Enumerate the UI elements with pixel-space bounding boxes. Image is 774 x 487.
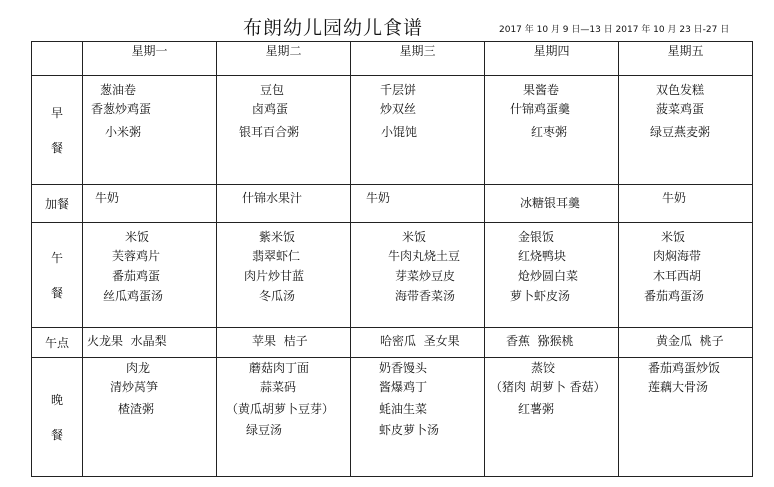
dish: 丝瓜鸡蛋汤 xyxy=(103,289,164,303)
menu-cell xyxy=(217,358,351,477)
menu-cell xyxy=(83,223,217,328)
dish: 香葱炒鸡蛋 xyxy=(91,102,152,116)
dish: 翡翠虾仁 xyxy=(252,249,301,263)
dish: 冰糖银耳羹 xyxy=(520,196,581,210)
dish: 莲藕大骨汤 xyxy=(648,380,709,394)
menu-cell xyxy=(83,328,217,358)
dish: 蘑菇肉丁面 xyxy=(249,361,310,375)
dish: 米饭 xyxy=(661,230,686,244)
date-range: 2017 年 10 月 9 日—13 日 2017 年 10 月 23 日-27 日 xyxy=(499,25,730,35)
menu-cell xyxy=(83,358,217,477)
day-header: 星期一 xyxy=(83,42,217,76)
menu-cell xyxy=(485,223,619,328)
menu-cell xyxy=(217,223,351,328)
menu-cell xyxy=(351,223,485,328)
day-header: 星期四 xyxy=(485,42,619,76)
dish: 牛奶 xyxy=(366,191,391,205)
dish: 炝炒圆白菜 xyxy=(518,269,579,283)
dish: 蚝油生菜 xyxy=(379,402,428,416)
dish: 奶香馒头 xyxy=(379,361,428,375)
meal-label-breakfast xyxy=(32,76,83,185)
dish: 肉龙 xyxy=(126,361,151,375)
menu-cell xyxy=(485,185,619,223)
menu-cell xyxy=(619,223,753,328)
dish: 牛肉丸烧土豆 xyxy=(388,249,461,263)
dish: 金银饭 xyxy=(518,230,555,244)
breakfast-row xyxy=(32,76,753,185)
dish: 哈密瓜 圣女果 xyxy=(380,334,460,348)
dish: 番茄鸡蛋 xyxy=(112,269,161,283)
meal-label-afternoon: 午点 xyxy=(32,328,83,358)
dish: 黄金瓜 桃子 xyxy=(656,334,724,348)
meal-label-snack: 加餐 xyxy=(32,185,83,223)
dish: 清炒莴笋 xyxy=(110,380,159,394)
dish: 紫米饭 xyxy=(259,230,296,244)
dinner-row xyxy=(32,358,753,477)
dish: 银耳百合粥 xyxy=(239,125,300,139)
dish: 葱油卷 xyxy=(100,83,137,97)
menu-cell xyxy=(351,76,485,185)
dish: 火龙果 水晶梨 xyxy=(87,334,167,348)
menu-cell xyxy=(217,76,351,185)
dish: 米饭 xyxy=(125,230,150,244)
dish: 番茄鸡蛋炒饭 xyxy=(648,361,721,375)
menu-cell xyxy=(485,76,619,185)
dish: 小米粥 xyxy=(105,125,142,139)
dish: 楂渣粥 xyxy=(118,402,155,416)
menu-cell xyxy=(619,328,753,358)
menu-cell xyxy=(351,358,485,477)
dish: 苹果 桔子 xyxy=(252,334,308,348)
dish: 牛奶 xyxy=(662,191,687,205)
dish: 绿豆汤 xyxy=(246,423,283,437)
dish: 牛奶 xyxy=(95,191,120,205)
snack-row xyxy=(32,185,753,223)
page-title: 布朗幼儿园幼儿食谱 xyxy=(243,17,424,39)
dish: 菠菜鸡蛋 xyxy=(656,102,705,116)
dish: 蒜菜码 xyxy=(260,380,297,394)
dish: 冬瓜汤 xyxy=(259,289,296,303)
menu-cell xyxy=(485,358,619,477)
menu-cell xyxy=(485,328,619,358)
dish: 木耳西胡 xyxy=(653,269,702,283)
dish: 海带香菜汤 xyxy=(395,289,456,303)
dish: 香蕉 猕猴桃 xyxy=(506,334,574,348)
dish: （黄瓜胡萝卜豆芽） xyxy=(226,402,335,416)
dish: 萝卜虾皮汤 xyxy=(510,289,571,303)
menu-cell xyxy=(619,358,753,477)
meal-label-char: 午 xyxy=(50,251,63,265)
dish: （猪肉 胡萝卜 香菇） xyxy=(490,380,606,394)
day-header: 星期五 xyxy=(619,42,753,76)
dish: 卤鸡蛋 xyxy=(252,102,289,116)
meal-label-char: 餐 xyxy=(50,428,63,442)
lunch-row xyxy=(32,223,753,328)
menu-cell xyxy=(619,185,753,223)
menu-cell xyxy=(83,185,217,223)
menu-cell xyxy=(83,76,217,185)
menu-cell xyxy=(217,328,351,358)
dish: 红薯粥 xyxy=(518,402,555,416)
menu-cell xyxy=(217,185,351,223)
dish: 蒸饺 xyxy=(531,361,556,375)
dish: 绿豆燕麦粥 xyxy=(650,125,711,139)
dish: 炒双丝 xyxy=(380,102,417,116)
dish: 什锦鸡蛋羹 xyxy=(510,102,571,116)
day-header: 星期三 xyxy=(351,42,485,76)
menu-cell xyxy=(351,328,485,358)
dish: 虾皮萝卜汤 xyxy=(379,423,440,437)
meal-label-dinner xyxy=(32,358,83,477)
dish: 红枣粥 xyxy=(531,125,568,139)
dish: 红烧鸭块 xyxy=(518,249,567,263)
day-header: 星期二 xyxy=(217,42,351,76)
meal-label-char: 餐 xyxy=(50,141,63,155)
corner-cell xyxy=(32,42,83,76)
dish: 小馄饨 xyxy=(381,125,418,139)
menu-table xyxy=(31,41,753,477)
meal-label-char: 早 xyxy=(50,106,63,120)
dish: 肉片炒甘蓝 xyxy=(244,269,305,283)
dish: 什锦水果汁 xyxy=(242,191,303,205)
dish: 芙蓉鸡片 xyxy=(112,249,161,263)
dish: 酱爆鸡丁 xyxy=(379,380,428,394)
header-row xyxy=(32,42,753,76)
menu-cell xyxy=(619,76,753,185)
meal-label-lunch xyxy=(32,223,83,328)
dish: 芽菜炒豆皮 xyxy=(395,269,456,283)
dish: 肉焖海带 xyxy=(653,249,702,263)
meal-label-char: 餐 xyxy=(50,286,63,300)
dish: 千层饼 xyxy=(380,83,417,97)
dish: 米饭 xyxy=(402,230,427,244)
meal-label-char: 晚 xyxy=(50,393,63,407)
dish: 双色发糕 xyxy=(656,83,705,97)
afternoon-snack-row xyxy=(32,328,753,358)
dish: 果酱卷 xyxy=(523,83,560,97)
dish: 番茄鸡蛋汤 xyxy=(644,289,705,303)
dish: 豆包 xyxy=(260,83,285,97)
menu-cell xyxy=(351,185,485,223)
